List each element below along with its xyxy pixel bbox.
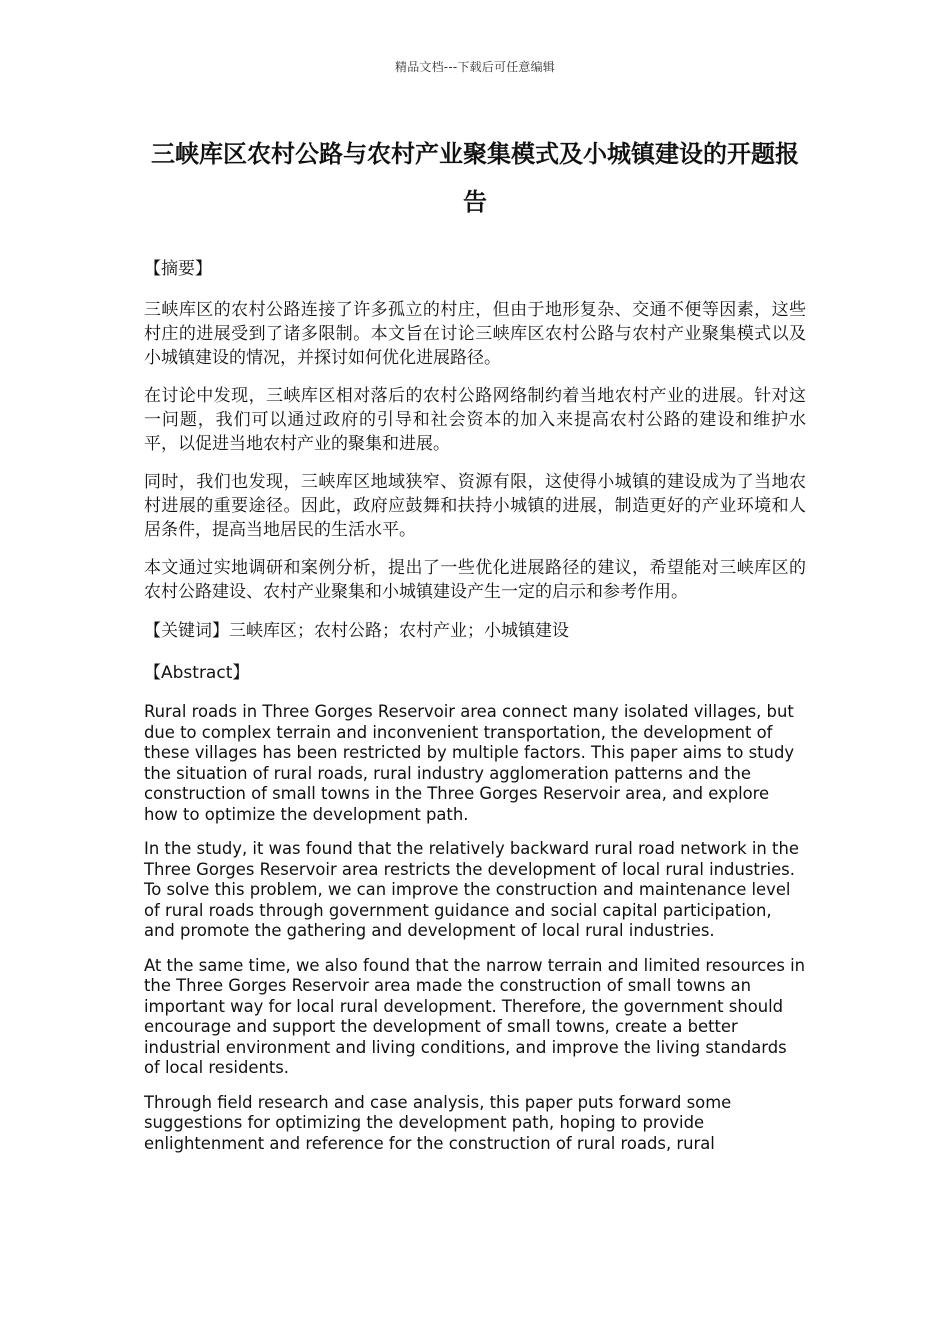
header-note: 精品文档---下载后可任意编辑 [395, 60, 555, 74]
abstract-zh-paragraph: 三峡库区的农村公路连接了许多孤立的村庄，但由于地形复杂、交通不便等因素，这些村庄的进展受到了诸多限制。本文旨在讨论三峡库区农村公路与农村产业聚集模式以及小城镇建设的情况，并探讨如何优化进展路径。 [144, 300, 806, 368]
abstract-en-paragraph: At the same time, we also found that the narrow terrain and limited resources in the Three Gorges Reservoir area made the construction of small towns an important way for local rural development. Therefore, the government should encourage and support the development of small towns, create a better industrial environment and living conditions, and improve the living standards of local residents. [144, 955, 806, 1077]
abstract-zh-paragraph: 本文通过实地调研和案例分析，提出了一些优化进展路径的建议，希望能对三峡库区的农村公路建设、农村产业聚集和小城镇建设产生一定的启示和参考作用。 [144, 558, 806, 602]
abstract-zh-label: 【摘要】 [144, 259, 212, 279]
document-title: 三峡库区农村公路与农村产业聚集模式及小城镇建设的开题报告 [151, 140, 799, 216]
document-body [144, 256, 806, 1168]
keywords-line: 【关键词】三峡库区；农村公路；农村产业；小城镇建设 [144, 621, 569, 641]
abstract-en-paragraph: Through field research and case analysis, this paper puts forward some suggestions for optimizing the development path, hoping to provide enlightenment and reference for the construction of rural roads, rural [144, 1092, 732, 1153]
abstract-en-label: 【Abstract】 [144, 663, 250, 683]
abstract-zh-paragraph: 同时，我们也发现，三峡库区地域狭窄、资源有限，这使得小城镇的建设成为了当地农村进展的重要途径。因此，政府应鼓舞和扶持小城镇的进展，制造更好的产业环境和人居条件，提高当地居民的生活水平。 [144, 472, 806, 540]
abstract-en-paragraph: Rural roads in Three Gorges Reservoir area connect many isolated villages, but due to complex terrain and inconvenient transportation, the development of these villages has been restricted by multiple factors. This paper aims to study the situation of rural roads, rural industry agglomeration patterns and the construction of small towns in the Three Gorges Reservoir area, and explore how to optimize the development path. [144, 702, 795, 824]
abstract-en-paragraph: In the study, it was found that the relatively backward rural road network in the Three Gorges Reservoir area restricts the development of local rural industries. To solve this problem, we can improve the construction and maintenance level of rural roads through government guidance and social capital participation, and promote the gathering and development of local rural industries. [144, 839, 799, 940]
abstract-zh-paragraph: 在讨论中发现，三峡库区相对落后的农村公路网络制约着当地农村产业的进展。针对这一问题，我们可以通过政府的引导和社会资本的加入来提高农村公路的建设和维护水平，以促进当地农村产业的聚集和进展。 [144, 386, 806, 454]
